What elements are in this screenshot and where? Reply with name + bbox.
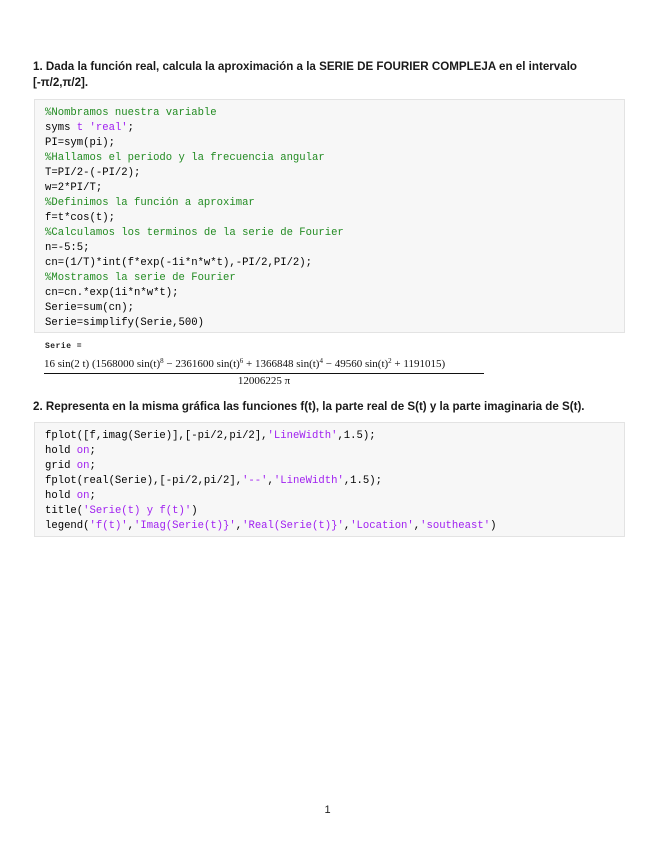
code-line (45, 166, 624, 181)
code-token-string: t 'real' (76, 122, 128, 134)
code-token-string: 'Real(Serie(t)}' (242, 520, 344, 532)
code-line (45, 256, 624, 271)
code-token-plain: ,1.5); (337, 430, 376, 442)
code-token-plain: ; (89, 460, 96, 472)
formula-term: − 49560 sin(t) (322, 358, 389, 370)
formula-term: − 2361600 sin(t) (163, 358, 240, 370)
formula-term: 16 sin(2 t) (1568000 sin(t) (44, 358, 161, 370)
code-line (45, 459, 624, 474)
code-token-string: 'Imag(Serie(t)}' (134, 520, 236, 532)
code-line (45, 301, 624, 316)
formula-exponent: 8 (160, 357, 164, 365)
code-token-plain: , (343, 520, 351, 532)
code-line (45, 181, 624, 196)
code-line (45, 106, 624, 121)
code-token-comment: %Calculamos los terminos de la serie de Fourier (45, 227, 344, 239)
code-block-2[interactable] (34, 422, 625, 537)
code-token-plain: T=PI/2-(-PI/2); (45, 167, 141, 179)
code-token-plain: syms (45, 122, 77, 134)
section1-heading (33, 59, 603, 91)
fraction-bar (44, 373, 484, 374)
code-line (45, 489, 624, 504)
code-token-plain: Serie=sum(cn); (45, 302, 135, 314)
code-line (45, 226, 624, 241)
code-token-keyword: on (76, 460, 90, 472)
code-token-keyword: on (76, 490, 90, 502)
code-token-plain: , (127, 520, 135, 532)
code-token-plain: hold (45, 445, 77, 457)
formula-exponent: 2 (388, 357, 392, 365)
code-token-plain: fplot([f,imag(Serie)],[-pi/2,pi/2], (45, 430, 268, 442)
code-token-string: '--' (242, 475, 268, 487)
code-token-plain: Serie=simplify(Serie,500) (45, 317, 204, 329)
code-line (45, 316, 624, 331)
code-token-plain: hold (45, 490, 77, 502)
code-token-plain: PI=sym(pi); (45, 137, 115, 149)
code-line (45, 151, 624, 166)
code-line (45, 444, 624, 459)
formula-term: + 1366848 sin(t) (243, 358, 320, 370)
code-token-plain: , (235, 520, 243, 532)
code-line (45, 121, 624, 136)
code-line (45, 136, 624, 151)
code-token-plain: grid (45, 460, 77, 472)
code-token-plain: ; (89, 490, 96, 502)
formula-term: + 1191015) (391, 358, 446, 370)
code-token-plain: , (413, 520, 421, 532)
page-number: 1 (324, 804, 331, 816)
code-token-string: 'LineWidth' (273, 475, 344, 487)
section2-heading: 2. Representa en la misma gráfica las funciones f(t), la parte real de S(t) y la parte imaginaria de S(t). (33, 400, 585, 413)
code-token-plain: cn=(1/T)*int(f*exp(-1i*n*w*t),-PI/2,PI/2); (45, 257, 313, 269)
formula-exponent: 6 (239, 357, 244, 365)
code-line (45, 474, 624, 489)
code-token-comment: %Hallamos el periodo y la frecuencia angular (45, 152, 325, 164)
formula-exponent: 4 (319, 357, 323, 365)
code-token-plain: ,1.5); (343, 475, 382, 487)
code-line (45, 196, 624, 211)
section1-heading-line2: [-π/2,π/2]. (33, 76, 89, 89)
code-token-plain: ; (127, 122, 135, 134)
code-token-string: 'Location' (350, 520, 414, 532)
code-token-plain: w=2*PI/T; (45, 182, 103, 194)
code-token-string: 'f(t)' (89, 520, 128, 532)
section1-heading-line1: 1. Dada la función real, calcula la aproximación a la SERIE DE FOURIER COMPLEJA en el intervalo (33, 60, 577, 73)
formula-denominator: 12006225 π (237, 375, 291, 387)
code-block-1[interactable] (34, 99, 625, 333)
code-token-plain: ) (191, 505, 198, 517)
code-token-plain: n=-5:5; (45, 242, 90, 254)
formula-numerator (44, 357, 484, 371)
code-token-plain: ; (89, 445, 96, 457)
code-token-plain: fplot(real(Serie),[-pi/2,pi/2], (45, 475, 243, 487)
code-token-plain: title( (45, 505, 84, 517)
code-token-plain: , (267, 475, 274, 487)
code-token-string: 'LineWidth' (267, 430, 338, 442)
code-line (45, 429, 624, 444)
code-line (45, 211, 624, 226)
code-token-string: 'Serie(t) y f(t)' (83, 505, 192, 517)
code-token-plain: f=t*cos(t); (45, 212, 115, 224)
code-token-comment: %Definimos la función a aproximar (45, 197, 255, 209)
code-token-string: 'southeast' (420, 520, 491, 532)
code-line (45, 271, 624, 286)
code-token-plain: legend( (45, 520, 90, 532)
code-token-comment: %Nombramos nuestra variable (45, 107, 217, 119)
code-token-keyword: on (76, 445, 90, 457)
code-token-plain: ) (490, 520, 497, 532)
code-line (45, 519, 624, 534)
output-label: Serie = (45, 342, 83, 351)
code-line (45, 504, 624, 519)
fourier-series-formula (44, 357, 484, 388)
code-token-comment: %Mostramos la serie de Fourier (45, 272, 236, 284)
code-token-plain: cn=cn.*exp(1i*n*w*t); (45, 287, 179, 299)
code-line (45, 241, 624, 256)
code-line (45, 286, 624, 301)
